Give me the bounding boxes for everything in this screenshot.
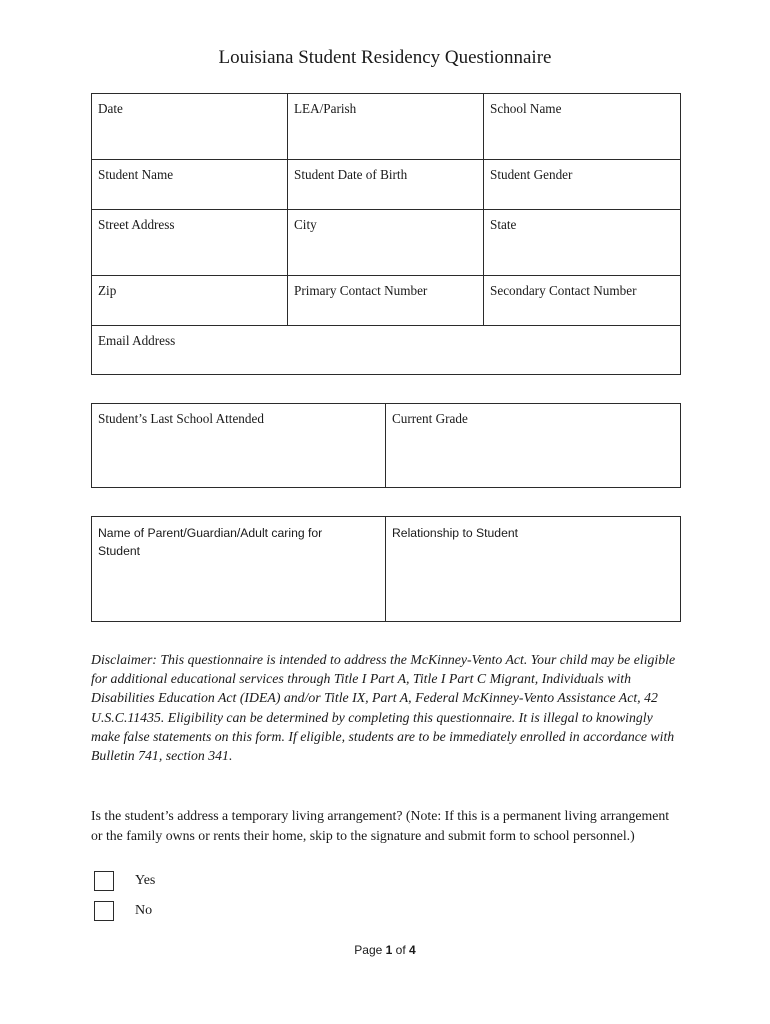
guardian-name-field[interactable]: Name of Parent/Guardian/Adult caring for Student [92, 517, 386, 622]
disclaimer-text: Disclaimer: This questionnaire is intended to address the McKinney-Vento Act. Your child may be eligible for additional educational services through Title I Part A, Title I Part C Migrant, Individuals with Disabilities Education Act (IDEA) and/or Title IX, Part A, Federal McKinney-Vento Assistance Act, 42 U.S.C.11435. Eligibility can be determined by completing this questionnaire. It is illegal to knowingly make false statements on this form. If eligible, students are to be immediately enrolled in accordance with Bulletin 741, section 341. [91, 652, 676, 764]
page-word: Page [354, 943, 383, 957]
zip-field[interactable]: Zip [92, 276, 288, 326]
school-name-field[interactable]: School Name [484, 94, 681, 160]
yes-checkbox[interactable] [94, 871, 114, 891]
no-option[interactable] [94, 901, 152, 921]
of-word: of [395, 943, 406, 957]
primary-contact-field[interactable]: Primary Contact Number [288, 276, 484, 326]
lea-parish-field[interactable]: LEA/Parish [288, 94, 484, 160]
page-footer [0, 943, 770, 957]
current-grade-field[interactable]: Current Grade [386, 404, 681, 488]
student-gender-field[interactable]: Student Gender [484, 160, 681, 210]
email-address-field[interactable]: Email Address [92, 326, 681, 375]
secondary-contact-field[interactable]: Secondary Contact Number [484, 276, 681, 326]
total-pages-number: 4 [409, 943, 416, 957]
student-dob-field[interactable]: Student Date of Birth [288, 160, 484, 210]
school-table [91, 403, 681, 488]
no-checkbox[interactable] [94, 901, 114, 921]
temporary-living-question: Is the student’s address a temporary living arrangement? (Note: If this is a permanent living arrangement or the family owns or rents their home, skip to the signature and submit form to school personnel.) [91, 808, 670, 843]
city-field[interactable]: City [288, 210, 484, 276]
no-label: No [135, 903, 153, 918]
last-school-field[interactable]: Student’s Last School Attended [92, 404, 386, 488]
relationship-field[interactable]: Relationship to Student [386, 517, 681, 622]
yes-option[interactable] [94, 871, 155, 891]
guardian-table [91, 516, 681, 622]
current-page-number: 1 [385, 943, 393, 957]
date-field[interactable]: Date [92, 94, 288, 160]
student-name-field[interactable]: Student Name [92, 160, 288, 210]
street-address-field[interactable]: Street Address [92, 210, 288, 276]
student-info-table [91, 93, 681, 375]
yes-label: Yes [135, 873, 156, 888]
page-title: Louisiana Student Residency Questionnaire [218, 47, 552, 68]
state-field[interactable]: State [484, 210, 681, 276]
